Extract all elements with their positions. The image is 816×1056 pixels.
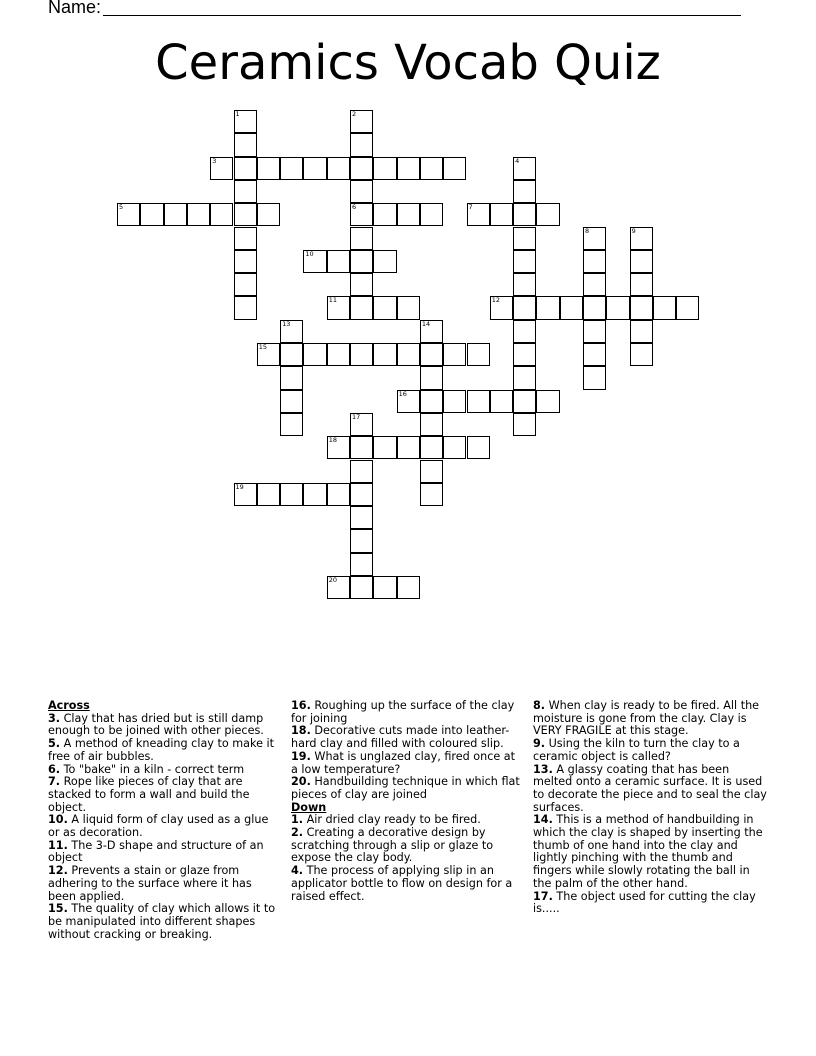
crossword-cell[interactable] — [630, 273, 653, 296]
crossword-cell[interactable] — [630, 227, 653, 250]
crossword-cell[interactable] — [420, 483, 443, 506]
clue-number-label: 4 — [515, 156, 520, 165]
crossword-cell[interactable] — [443, 157, 466, 180]
crossword-cell[interactable] — [606, 296, 629, 319]
clue-number-label: 12 — [491, 296, 501, 305]
crossword-cell[interactable] — [234, 203, 257, 226]
crossword-cell[interactable] — [513, 343, 536, 366]
crossword-cell[interactable] — [397, 296, 420, 319]
crossword-cell[interactable] — [140, 203, 163, 226]
crossword-cell[interactable] — [210, 157, 233, 180]
crossword-cell[interactable] — [583, 366, 606, 389]
clue-across-7: 7. Rope like pieces of clay that are stacked to form a wall and build the object. — [48, 775, 250, 814]
crossword-cell[interactable] — [234, 227, 257, 250]
crossword-cell[interactable] — [420, 413, 443, 436]
crossword-cell[interactable] — [280, 157, 303, 180]
crossword-cell[interactable] — [373, 203, 396, 226]
crossword-cell[interactable] — [373, 436, 396, 459]
crossword-cell[interactable] — [397, 157, 420, 180]
clue-down-4: 4. The process of applying slip in an applicator bottle to flow on design for a raised effect. — [291, 864, 513, 903]
crossword-cell[interactable] — [350, 529, 373, 552]
crossword-cell[interactable] — [420, 436, 443, 459]
clue-number-label: 1 — [235, 110, 240, 118]
crossword-cell[interactable] — [373, 343, 396, 366]
crossword-cell[interactable] — [630, 250, 653, 273]
crossword-cell[interactable] — [630, 343, 653, 366]
crossword-cell[interactable] — [327, 343, 350, 366]
crossword-cell[interactable] — [327, 576, 350, 599]
clue-number-label: 17 — [352, 412, 361, 421]
crossword-cell[interactable] — [303, 343, 326, 366]
crossword-cell[interactable] — [350, 133, 373, 156]
crossword-cell[interactable] — [257, 483, 280, 506]
crossword-cell[interactable] — [234, 180, 257, 203]
crossword-cell[interactable] — [234, 133, 257, 156]
crossword-cell[interactable] — [630, 296, 653, 319]
clue-number-label: 6 — [352, 203, 357, 212]
clue-across-10: 10. A liquid form of clay used as a glue or as decoration. — [48, 813, 269, 840]
clue-across-19: 19. What is unglazed clay, fired once at a low temperature? — [291, 749, 516, 776]
crossword-cell[interactable] — [350, 413, 373, 436]
clues-column-3 — [533, 700, 767, 916]
crossword-cell[interactable] — [234, 110, 257, 133]
crossword-cell[interactable] — [513, 366, 536, 389]
crossword-cell[interactable] — [583, 273, 606, 296]
crossword-cell[interactable] — [350, 110, 373, 133]
crossword-cell[interactable] — [280, 343, 303, 366]
crossword-cell[interactable] — [280, 366, 303, 389]
crossword-cell[interactable] — [583, 227, 606, 250]
clue-across-12: 12. Prevents a stain or glaze from adhering to the surface where it has been applied. — [48, 864, 252, 903]
crossword-cell[interactable] — [420, 320, 443, 343]
crossword-cell[interactable] — [513, 203, 536, 226]
crossword-cell[interactable] — [257, 343, 280, 366]
crossword-cell[interactable] — [467, 343, 490, 366]
crossword-cell[interactable] — [234, 483, 257, 506]
clue-number-label: 10 — [305, 249, 314, 258]
crossword-cell[interactable] — [210, 203, 233, 226]
crossword-cell[interactable] — [676, 296, 699, 319]
crossword-cell[interactable] — [234, 296, 257, 319]
crossword-cell[interactable] — [490, 390, 513, 413]
crossword-cell[interactable] — [583, 343, 606, 366]
crossword-cell[interactable] — [583, 250, 606, 273]
crossword-cell[interactable] — [327, 436, 350, 459]
crossword-cell[interactable] — [513, 320, 536, 343]
down-heading: Down — [291, 800, 327, 814]
crossword-cell[interactable] — [420, 203, 443, 226]
crossword-cell[interactable] — [350, 436, 373, 459]
crossword-cell[interactable] — [373, 296, 396, 319]
crossword-cell[interactable] — [443, 343, 466, 366]
name-label: Name: — [48, 0, 102, 17]
clue-across-18: 18. Decorative cuts made into leather-hard clay and filled with coloured slip. — [291, 724, 510, 751]
crossword-cell[interactable] — [490, 296, 513, 319]
crossword-cell[interactable] — [397, 390, 420, 413]
clue-number-label: 19 — [235, 482, 244, 491]
crossword-cell[interactable] — [187, 203, 210, 226]
crossword-cell[interactable] — [513, 296, 536, 319]
crossword-cell[interactable] — [257, 157, 280, 180]
clue-number-label: 18 — [328, 436, 337, 445]
crossword-cell[interactable] — [420, 460, 443, 483]
clue-across-15: 15. The quality of clay which allows it to be manipulated into different shapes without cracking or breaking. — [48, 902, 276, 941]
crossword-cell[interactable] — [350, 553, 373, 576]
crossword-cell[interactable] — [420, 390, 443, 413]
crossword-cell[interactable] — [373, 157, 396, 180]
crossword-cell[interactable] — [467, 203, 490, 226]
crossword-cell[interactable] — [513, 157, 536, 180]
crossword-cell[interactable] — [653, 296, 676, 319]
crossword-cell[interactable] — [467, 436, 490, 459]
clue-down-8: 8. When clay is ready to be fired. All the moisture is gone from the clay. Clay is VERY FRAGILE at this stage. — [533, 699, 760, 738]
crossword-cell[interactable] — [327, 296, 350, 319]
crossword-cell[interactable] — [327, 483, 350, 506]
crossword-cell[interactable] — [280, 413, 303, 436]
crossword-cell[interactable] — [420, 343, 443, 366]
crossword-cell[interactable] — [560, 296, 583, 319]
crossword-cell[interactable] — [397, 576, 420, 599]
crossword-cell[interactable] — [350, 483, 373, 506]
clue-number-label: 5 — [119, 203, 124, 212]
crossword-cell[interactable] — [583, 296, 606, 319]
clue-number-label: 3 — [212, 156, 217, 165]
crossword-cell[interactable] — [350, 506, 373, 529]
clue-number-label: 11 — [328, 296, 337, 305]
clue-number-label: 14 — [421, 319, 431, 328]
across-heading: Across — [48, 699, 90, 712]
crossword-cell[interactable] — [303, 483, 326, 506]
clue-down-13: 13. A glassy coating that has been melted onto a ceramic surface. It is used to decorate the piece and to seal the clay surfaces. — [533, 762, 767, 814]
clue-across-6: 6. To "bake" in a kiln - correct term — [48, 762, 245, 776]
crossword-cell[interactable] — [373, 250, 396, 273]
crossword-cell[interactable] — [513, 250, 536, 273]
clue-down-1: 1. Air dried clay ready to be fired. — [291, 813, 481, 827]
clues-column-2 — [291, 700, 523, 903]
crossword-cell[interactable] — [280, 390, 303, 413]
crossword-cell[interactable] — [513, 273, 536, 296]
crossword-cell[interactable] — [420, 157, 443, 180]
crossword-cell[interactable] — [117, 203, 140, 226]
page-title: Ceramics Vocab Quiz — [155, 35, 661, 91]
name-field[interactable] — [103, 15, 741, 16]
clue-across-20: 20. Handbuilding technique in which flat pieces of clay are joined — [291, 775, 520, 801]
clue-down-17: 17. The object used for cutting the clay is..... — [533, 889, 756, 916]
clue-across-3: 3. Clay that has dried but is still damp enough to be joined with other pieces. — [48, 711, 264, 738]
crossword-cell[interactable] — [397, 203, 420, 226]
crossword-cell[interactable] — [350, 296, 373, 319]
crossword-cell[interactable] — [257, 203, 280, 226]
crossword-cell[interactable] — [327, 157, 350, 180]
clue-across-16: 16. Roughing up the surface of the clay for joining — [291, 699, 515, 725]
crossword-cell[interactable] — [350, 227, 373, 250]
crossword-cell[interactable] — [350, 343, 373, 366]
clues-column-1 — [48, 700, 280, 941]
crossword-cell[interactable] — [350, 460, 373, 483]
crossword-cell[interactable] — [373, 576, 396, 599]
crossword-cell[interactable] — [536, 203, 559, 226]
clue-number-label: 2 — [352, 110, 357, 118]
crossword-cell[interactable] — [397, 436, 420, 459]
clue-number-label: 8 — [585, 226, 590, 235]
crossword-cell[interactable] — [513, 180, 536, 203]
clue-number-label: 15 — [258, 343, 268, 351]
clue-number-label: 9 — [631, 226, 636, 235]
crossword-cell[interactable] — [350, 203, 373, 226]
crossword-cell[interactable] — [467, 390, 490, 413]
crossword-cell[interactable] — [513, 227, 536, 250]
crossword-cell[interactable] — [630, 320, 653, 343]
crossword-cell[interactable] — [490, 203, 513, 226]
crossword-cell[interactable] — [513, 413, 536, 436]
clue-number-label: 13 — [282, 319, 291, 328]
crossword-cell[interactable] — [303, 250, 326, 273]
crossword-cell[interactable] — [536, 296, 559, 319]
clue-across-5: 5. A method of kneading clay to make it free of air bubbles. — [48, 737, 275, 763]
crossword-cell[interactable] — [234, 273, 257, 296]
crossword-cell[interactable] — [303, 157, 326, 180]
crossword-cell[interactable] — [513, 390, 536, 413]
crossword-cell[interactable] — [536, 390, 559, 413]
crossword-cell[interactable] — [234, 157, 257, 180]
clue-across-11: 11. The 3-D shape and structure of an object — [48, 838, 264, 865]
crossword-cell[interactable] — [280, 483, 303, 506]
clue-down-14: 14. This is a method of handbuilding in which the clay is shaped by inserting the thumb of one hand into the clay and lightly pinching with the thumb and fingers while slowly rotating the ball in the palm of the other hand. — [533, 813, 763, 890]
crossword-cell[interactable] — [350, 273, 373, 296]
crossword-cell[interactable] — [234, 250, 257, 273]
crossword-cell[interactable] — [397, 343, 420, 366]
crossword-cell[interactable] — [443, 390, 466, 413]
crossword-cell[interactable] — [350, 180, 373, 203]
crossword-cell[interactable] — [350, 576, 373, 599]
crossword-cell[interactable] — [583, 320, 606, 343]
crossword-cell[interactable] — [327, 250, 350, 273]
crossword-cell[interactable] — [164, 203, 187, 226]
clue-down-2: 2. Creating a decorative design by scratching through a slip or glaze to expose the clay body. — [291, 826, 494, 865]
crossword-cell[interactable] — [280, 320, 303, 343]
crossword-cell[interactable] — [350, 157, 373, 180]
clue-number-label: 16 — [398, 389, 407, 398]
crossword-cell[interactable] — [443, 436, 466, 459]
clue-number-label: 7 — [468, 203, 473, 212]
crossword-cell[interactable] — [420, 366, 443, 389]
clue-number-label: 20 — [328, 576, 337, 584]
crossword-cell[interactable] — [350, 250, 373, 273]
clue-down-9: 9. Using the kiln to turn the clay to a ceramic object is called? — [533, 737, 740, 763]
